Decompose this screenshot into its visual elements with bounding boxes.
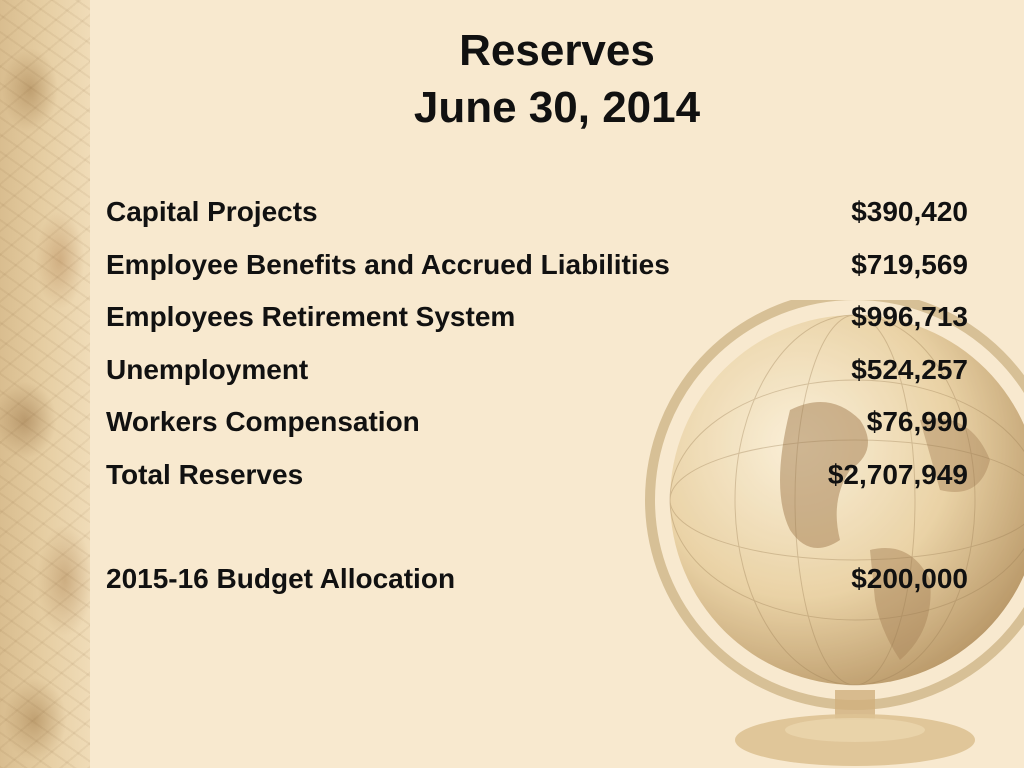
slide-subtitle: June 30, 2014 (413, 83, 701, 132)
reserve-amount: $76,990 (866, 406, 968, 438)
reserve-label: Employee Benefits and Accrued Liabilities (106, 248, 670, 280)
reserve-amount: $524,257 (851, 353, 968, 385)
reserve-label: Unemployment (106, 353, 309, 385)
total-row (106, 449, 968, 502)
total-label: Total Reserves (106, 458, 304, 490)
table-row (106, 344, 968, 397)
slide-title: Reserves (459, 26, 655, 75)
map-decoration-strip (0, 0, 90, 768)
reserve-label: Employees Retirement System (106, 301, 516, 333)
reserve-amount: $996,713 (851, 301, 968, 333)
table-row (106, 396, 968, 449)
table-row (106, 239, 968, 292)
reserve-amount: $390,420 (851, 196, 968, 228)
table-row (106, 291, 968, 344)
total-amount: $2,707,949 (827, 458, 968, 490)
slide-title-block (90, 22, 1024, 136)
reserve-amount: $719,569 (851, 248, 968, 280)
reserves-table (106, 186, 968, 606)
budget-row (106, 553, 968, 606)
reserve-label: Workers Compensation (106, 406, 420, 438)
budget-amount: $200,000 (851, 563, 968, 595)
budget-label: 2015-16 Budget Allocation (106, 563, 456, 595)
reserve-label: Capital Projects (106, 196, 318, 228)
table-row (106, 186, 968, 239)
